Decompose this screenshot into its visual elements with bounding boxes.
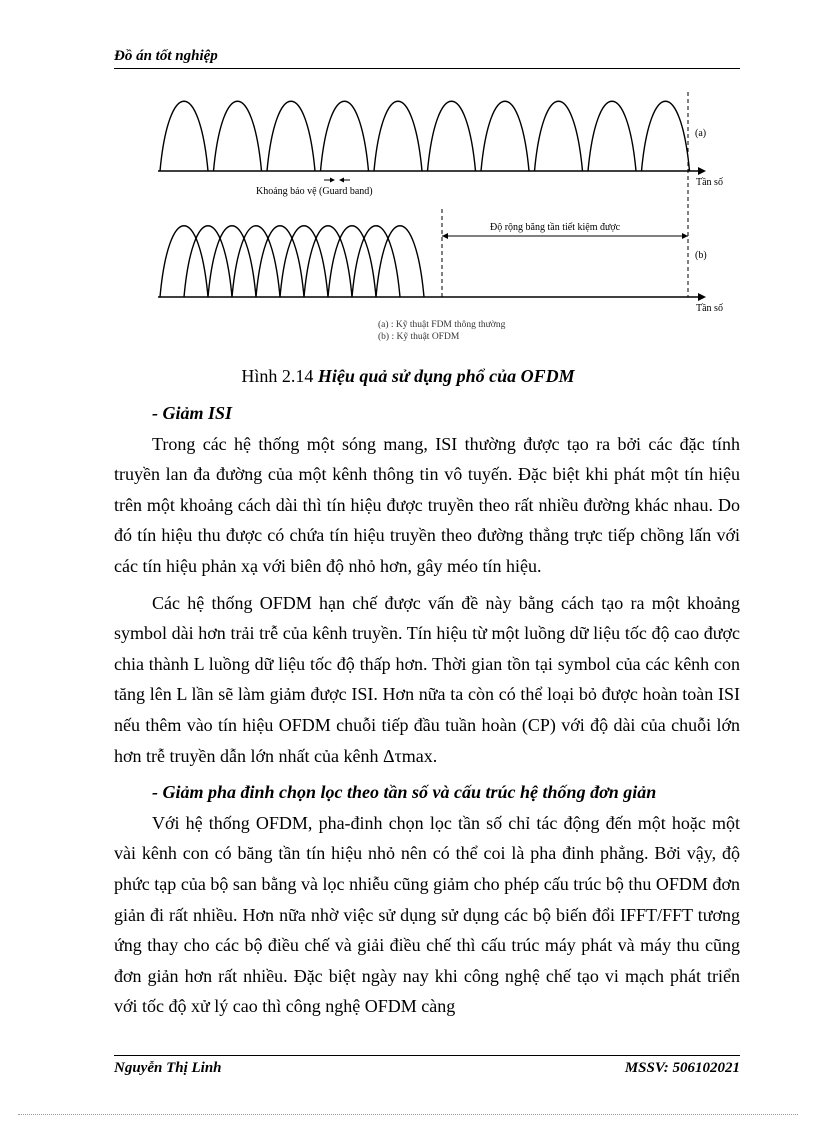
legend-b: (b) : Kỹ thuật OFDM [378,332,460,342]
fdm-subcarrier-hump [267,101,315,171]
saved-band-arrow-right [682,233,688,239]
isi-paragraph-1: Trong các hệ thống một sóng mang, ISI thường được tạo ra bởi các đặc tính truyền lan đa đường của một kênh thông tin vô tuyến. Đặc biệt khi phát một tín hiệu trên một khoảng cách dài thì tín hiệu được truyền theo rất nhiều đường khác nhau. Do đó tín hiệu thu được có chứa tín hiệu truyền theo đường thẳng trực tiếp chồng lấn với các tín hiệu phản xạ với biên độ nhỏ hơn, gây méo tín hiệu. [114,433,740,576]
fdm-subcarrier-hump [481,101,529,171]
saved-bandwidth-label: Độ rộng băng tần tiết kiệm được [490,222,621,233]
ofdm-subcarrier-hump [184,226,232,297]
fdm-subcarrier-hump [535,101,583,171]
freq-label-b: Tần số [696,303,723,314]
figure-caption [0,366,816,387]
fdm-subcarrier-hump [374,101,422,171]
fdm-subcarrier-spectrum [160,101,690,171]
ofdm-subcarrier-hump [328,226,376,297]
label-a: (a) [695,128,707,139]
isi-paragraph-2: Các hệ thống OFDM hạn chế được vấn đề này bằng cách tạo ra một khoảng symbol dài hơn trải trễ của kênh truyền. Tín hiệu từ một luồng dữ liệu tốc độ cao được chia thành L luồng dữ liệu tốc độ thấp hơn. Thời gian tồn tại symbol của các kênh con tăng lên L lần sẽ làm giảm được ISI. Hơn nữa ta còn có thể loại bỏ được hoàn toàn ISI nếu thêm vào tín hiệu OFDM chuỗi tiếp đầu tuần hoàn (CP) với độ dài của chuỗi lớn hơn trễ truyền dẫn lớn nhất của kênh Δτmax. [114,592,740,766]
legend-a: (a) : Kỹ thuật FDM thông thường [378,320,506,330]
fading-heading: - Giảm pha đinh chọn lọc theo tần số và cấu trúc hệ thống đơn giản [152,782,657,803]
fading-paragraph: Với hệ thống OFDM, pha-đinh chọn lọc tần số chỉ tác động đến một hoặc một vài kênh con có băng tần tín hiệu nhỏ nên có thể coi là pha đinh phẳng. Bởi vậy, độ phức tạp của bộ san bằng và lọc nhiễu cũng giảm cho phép cấu trúc bộ thu OFDM đơn giản đi rất nhiều. Hơn nữa nhờ việc sử dụng sử dụng các bộ biến đổi IFFT/FFT tương ứng thay cho các bộ điều chế và giải điều chế thì cấu trúc máy phát và máy thu cũng đơn giản hơn rất nhiều. Đặc biệt ngày nay khi công nghệ chế tạo vi mạch phát triển với tốc độ xử lý cao thì công nghệ OFDM càng [114,812,740,1017]
ofdm-spectrum-figure [150,78,730,348]
fdm-subcarrier-hump [160,101,208,171]
ofdm-subcarrier-hump [160,226,208,297]
label-b: (b) [695,250,707,261]
isi-heading: - Giảm ISI [152,403,233,423]
document-header-title: Đồ án tốt nghiệp [114,48,218,64]
ofdm-subcarrier-hump [376,226,424,297]
freq-label-a: Tần số [696,177,723,188]
page-bottom-border [18,1114,798,1115]
footer-student-id: MSSV: 506102021 [624,1060,740,1076]
fdm-subcarrier-hump [428,101,476,171]
ofdm-subcarrier-hump [208,226,256,297]
ofdm-subcarrier-hump [280,226,328,297]
fdm-subcarrier-hump [588,101,636,171]
ofdm-subcarrier-spectrum [160,226,424,297]
caption-title: Hiệu quả sử dụng phổ của OFDM [317,366,575,386]
header-divider [114,68,740,69]
footer-divider [114,1055,740,1056]
fdm-subcarrier-hump [321,101,369,171]
body-content [114,398,740,1028]
ofdm-subcarrier-hump [256,226,304,297]
axis-a-arrow [698,167,706,175]
ofdm-subcarrier-hump [352,226,400,297]
ofdm-subcarrier-hump [232,226,280,297]
fdm-subcarrier-hump [642,101,690,171]
guard-band-label: Khoảng bảo vệ (Guard band) [256,186,373,197]
saved-band-arrow-left [442,233,448,239]
caption-number: Hình 2.14 [241,366,318,386]
ofdm-subcarrier-hump [304,226,352,297]
footer-author: Nguyễn Thị Linh [114,1060,222,1076]
axis-b-arrow [698,293,706,301]
fdm-subcarrier-hump [214,101,262,171]
